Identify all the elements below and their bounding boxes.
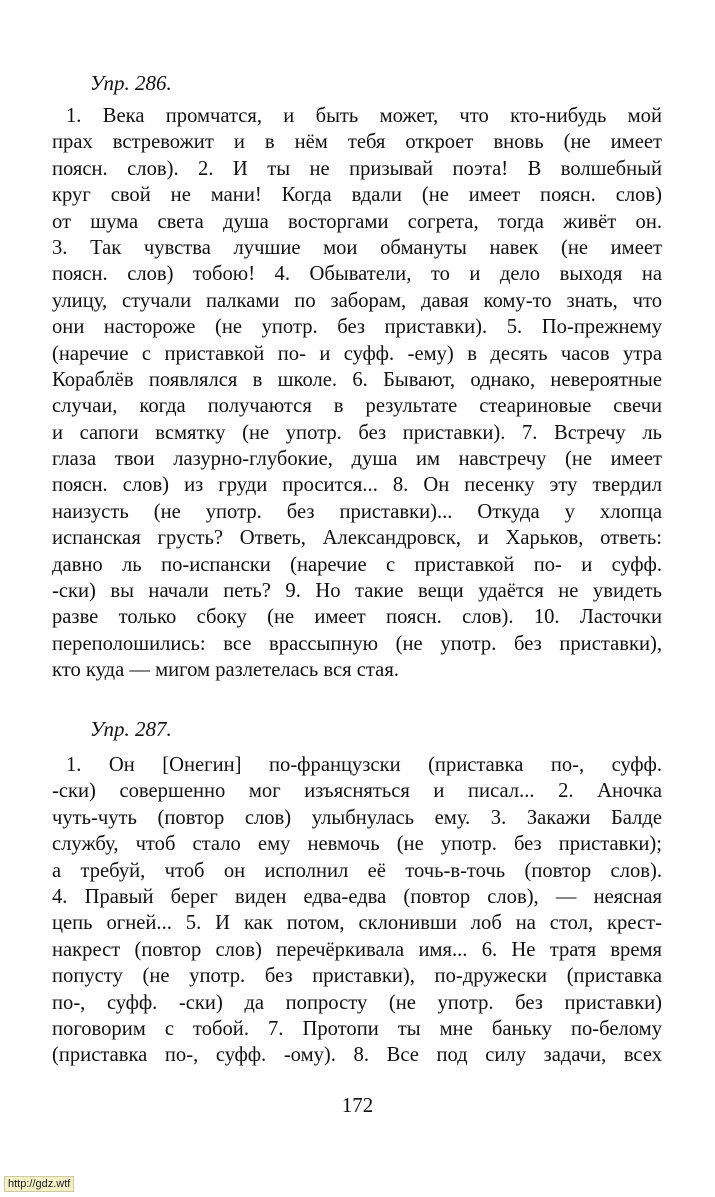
text-line: и сапоги всмятку (не употр. без приставки). 7. Встречу ль bbox=[52, 421, 662, 444]
text-line: чуть-чуть (повтор слов) улыбнулась ему. 3. Закажи Балде bbox=[52, 806, 662, 829]
text-line: цепь огней... 5. И как потом, склонивши лоб на стол, крест- bbox=[52, 912, 662, 935]
text-line: переполошились: все врассыпную (не употр. без приставки), bbox=[52, 632, 662, 655]
exercise-title-286: Упр. 286. bbox=[90, 71, 172, 95]
text-line: круг свой не мани! Когда вдали (не имеет поясн. слов) bbox=[52, 184, 662, 207]
text-line: (приставка по-, суфф. -ому). 8. Все под силу задачи, всех bbox=[52, 1044, 662, 1067]
exercise-title-287: Упр. 287. bbox=[90, 717, 172, 741]
text-line: прах встревожит и в нём тебя откроет вновь (не имеет bbox=[52, 131, 662, 154]
text-line: наизусть (не употр. без приставки)... Откуда у хлопца bbox=[52, 500, 662, 523]
text-line: 1. Он [Онегин] по-французски (приставка по-, суфф. bbox=[66, 754, 662, 776]
text-line: 1. Века промчатся, и быть может, что кто-нибудь мой bbox=[66, 105, 662, 127]
text-line: Кораблёв появлялся в школе. 6. Бывают, однако, невероятные bbox=[52, 368, 662, 391]
text-line: поговорим с тобой. 7. Протопи ты мне баньку по-белому bbox=[52, 1017, 662, 1040]
page-number: 172 bbox=[341, 1093, 374, 1117]
watermark-link[interactable]: http://gdz.wtf bbox=[4, 1176, 74, 1192]
text-line: испанская грусть? Ответь, Александровск, и Харьков, ответь: bbox=[52, 527, 662, 550]
text-line: накрест (повтор слов) перечёркивала имя... 6. Не тратя время bbox=[52, 938, 662, 961]
text-line: они настороже (не употр. без приставки). 5. По-прежнему bbox=[52, 316, 662, 339]
text-line: кто куда — мигом разлетелась вся стая. bbox=[52, 659, 399, 682]
text-line: -ски) вы начали петь? 9. Но такие вещи удаётся не увидеть bbox=[52, 580, 662, 603]
text-line: улицу, стучали палками по заборам, давая кому-то знать, что bbox=[52, 289, 662, 312]
text-line: давно ль по-испански (наречие с приставкой по- и суфф. bbox=[52, 553, 662, 576]
text-line: службу, чтоб стало ему невмочь (не употр. без приставки); bbox=[52, 833, 662, 856]
exercise-body-286 bbox=[52, 103, 662, 684]
text-line: по-, суфф. -ски) да попросту (не употр. без приставки) bbox=[52, 991, 662, 1014]
text-line: поясн. слов) из груди просится... 8. Он песенку эту твердил bbox=[52, 474, 662, 497]
text-line: 4. Правый берег виден едва-едва (повтор слов), — неясная bbox=[52, 885, 662, 908]
text-line: случаи, когда получаются в результате стеариновые свечи bbox=[52, 395, 662, 418]
text-line: 3. Так чувства лучшие мои обмануты навек (не имеет bbox=[52, 236, 662, 259]
text-line: а требуй, чтоб он исполнил её точь-в-точь (повтор слов). bbox=[52, 859, 662, 882]
text-line: попусту (не употр. без приставки), по-дружески (приставка bbox=[52, 965, 662, 988]
text-line: глаза твои лазурно-глубокие, душа им навстречу (не имеет bbox=[52, 448, 662, 471]
text-line: поясн. слов) тобою! 4. Обыватели, то и дело выходя на bbox=[52, 263, 662, 286]
text-line: -ски) совершенно мог изъясняться и писал... 2. Аночка bbox=[52, 780, 662, 803]
text-line: (наречие с приставкой по- и суфф. -ему) в десять часов утра bbox=[52, 342, 662, 365]
text-line: поясн. слов). 2. И ты не призывай поэта! В волшебный bbox=[52, 157, 662, 180]
text-line: разве только сбоку (не имеет поясн. слов). 10. Ласточки bbox=[52, 606, 662, 629]
text-line: от шума света душа восторгами согрета, тогда живёт он. bbox=[52, 210, 662, 233]
exercise-body-287 bbox=[52, 752, 662, 1069]
